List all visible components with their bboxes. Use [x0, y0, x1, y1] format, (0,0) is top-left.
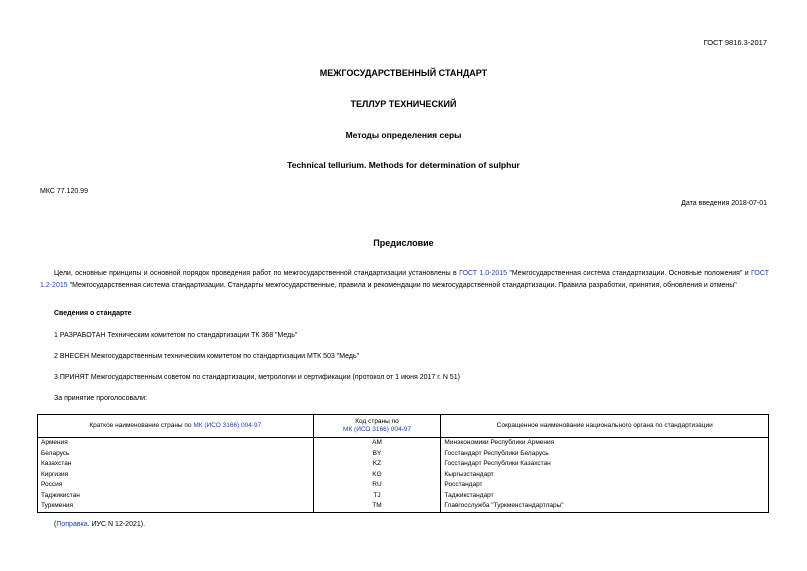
amendment-text: . ИУС N 12-2021). [87, 521, 146, 528]
gost-1-2-link[interactable]: ГОСТ 1.2-2015 [40, 270, 769, 289]
country-cell: Таджикистан [38, 491, 314, 502]
table-row [38, 438, 769, 449]
voters-intro: За принятие проголосовали: [54, 395, 147, 402]
standard-type-heading: МЕЖГОСУДАРСТВЕННЫЙ СТАНДАРТ [319, 68, 488, 78]
mk-iso-link[interactable]: МК (ИСО 3166) 004-97 [193, 421, 262, 429]
table-row [38, 470, 769, 481]
body-cell: Госстандарт Республики Беларусь [441, 449, 769, 460]
preface-paragraph [40, 268, 769, 291]
table-row [38, 449, 769, 460]
code-cell: TJ [313, 491, 441, 502]
mk-iso-link-code[interactable]: МК (ИСО 3166) 004-97 [343, 426, 411, 433]
code-cell: KZ [313, 459, 441, 470]
country-cell: Туркмения [38, 501, 314, 512]
code-cell: KG [313, 470, 441, 481]
adoption-item: 3 ПРИНЯТ Межгосударственным советом по стандартизации, метрологии и сертификации (протокол от 1 июня 2017 г. N 51) [54, 374, 460, 381]
country-cell: Армения [38, 438, 314, 449]
preface-heading: Предисловие [373, 238, 434, 248]
country-cell: Беларусь [38, 449, 314, 460]
standard-info-heading: Сведения о стандарте [54, 310, 132, 317]
code-cell: RU [313, 480, 441, 491]
amendment-open: ( [54, 521, 57, 528]
table-header-row [38, 415, 769, 438]
body-cell: Главгосслужба "Туркменстандартлары" [441, 501, 769, 512]
amendment-note [54, 521, 145, 528]
code-cell: BY [313, 449, 441, 460]
body-cell: Минэкономики Республики Армения [441, 438, 769, 449]
table-row [38, 480, 769, 491]
introduction-date: Дата введения 2018-07-01 [681, 200, 767, 207]
preface-text-3: "Межгосударственная система стандартизации. Стандарты межгосударственные, правила и рекомендации по межгосударственной стандартизации. Правила разработки, принятия, обновления и отмены" [67, 281, 737, 289]
table-row [38, 491, 769, 502]
header-code-text: Код страны по [355, 417, 399, 425]
body-cell: Госстандарт Республики Казахстан [441, 459, 769, 470]
body-cell: Кыргызстандарт [441, 470, 769, 481]
country-cell: Казахстан [38, 459, 314, 470]
code-cell: AM [313, 438, 441, 449]
gost-1-0-link[interactable]: ГОСТ 1.0-2015 [459, 270, 508, 277]
header-country-name [38, 415, 314, 438]
body-cell: Таджикстандарт [441, 491, 769, 502]
body-cell: Росстандарт [441, 480, 769, 491]
header-national-body: Сокращенное наименование национального органа по стандартизации [441, 415, 769, 438]
document-title-english: Technical tellurium. Methods for determination of sulphur [287, 160, 520, 170]
table-row [38, 459, 769, 470]
country-cell: Киргизия [38, 470, 314, 481]
submitter-item: 2 ВНЕСЕН Межгосударственным техническим комитетом по стандартизации МТК 503 "Медь" [54, 353, 360, 360]
mks-code: МКС 77.120.99 [40, 188, 88, 195]
preface-text-2: "Межгосударственная система стандартизации. Основные положения" и [507, 270, 752, 277]
header-country-text: Краткое наименование страны по [89, 421, 194, 429]
document-code: ГОСТ 9816.3-2017 [703, 38, 767, 47]
country-cell: Россия [38, 480, 314, 491]
developer-item: 1 РАЗРАБОТАН Техническим комитетом по стандартизации ТК 368 "Медь" [54, 332, 298, 339]
document-title: ТЕЛЛУР ТЕХНИЧЕСКИЙ [350, 99, 457, 109]
voting-countries-table [37, 414, 769, 513]
header-country-code [313, 415, 441, 438]
table-row [38, 501, 769, 512]
amendment-link[interactable]: Поправка [56, 521, 88, 528]
document-subtitle: Методы определения серы [345, 130, 462, 140]
preface-text-1: Цели, основные принципы и основной порядок проведения работ по межгосударственной стандартизации установлены в [54, 270, 460, 277]
code-cell: TM [313, 501, 441, 512]
